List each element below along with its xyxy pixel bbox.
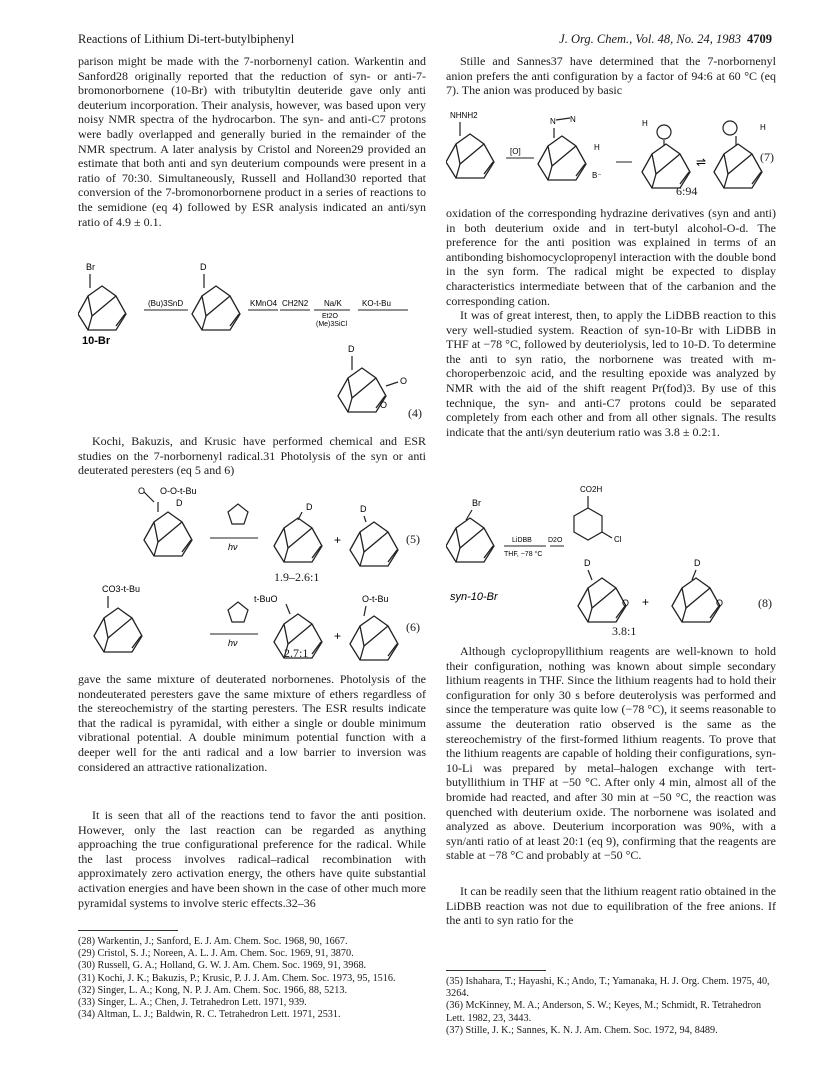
eq4-number: (4) — [408, 406, 422, 420]
svg-text:H: H — [594, 143, 600, 152]
equation-8 — [446, 470, 776, 640]
reagent-et2o: Et2O — [322, 313, 338, 320]
eq5-group: O-O-t-Bu — [160, 486, 197, 496]
footnote-34: (34) Altman, L. J.; Baldwin, R. C. Tetrahedron Lett. 1971, 2531. — [78, 1009, 341, 1021]
svg-text:N: N — [550, 117, 556, 126]
svg-text:+: + — [334, 629, 342, 643]
left-paragraph-3: gave the same mixture of deuterated norbornenes. Photolysis of the nondeuterated peresters gave the same mixture of ethers regardless of the stereochemistry of the starting peresters. The ESR results indicate that the radical is pyramidal, with either a single or double minimum vibrational potential. A double minimum potential function with a deeper well for the anti radical and a low barrier to inversion was considered an attractive rationalization. — [78, 672, 426, 774]
semidione-structure — [308, 342, 418, 432]
footnote-36: (36) McKinney, M. A.; Anderson, S. W.; Keyes, M.; Schmidt, R. Tetrahedron Lett. 1982, 23, 3443. — [446, 1000, 762, 1024]
svg-text:D: D — [360, 504, 367, 514]
svg-text:N: N — [570, 115, 576, 124]
footnote-rule-right — [446, 970, 546, 971]
svg-text:D: D — [200, 262, 207, 272]
eq6-group: CO3-t-Bu — [102, 584, 141, 594]
eq7-base: B⁻ — [592, 171, 602, 180]
eq6-ratio: 2.7:1 — [284, 646, 309, 660]
svg-text:H: H — [642, 119, 648, 128]
svg-text:D: D — [306, 502, 313, 512]
equation-8-scheme — [446, 470, 776, 640]
svg-text:H: H — [760, 123, 766, 132]
reagent-nak: Na/K — [324, 299, 342, 308]
equation-4 — [78, 262, 428, 420]
eq8-ratio: 3.8:1 — [612, 624, 637, 638]
svg-text:O: O — [138, 486, 146, 496]
page-number: 4709 — [747, 32, 772, 46]
eq5-number: (5) — [406, 532, 420, 546]
running-header-title: Reactions of Lithium Di-tert-butylbiphenyl — [78, 32, 295, 46]
eq5-ratio: 1.9–2.6:1 — [274, 570, 320, 584]
svg-text:⇌: ⇌ — [696, 155, 707, 169]
svg-text:D: D — [584, 558, 591, 568]
svg-text:O: O — [622, 598, 630, 608]
eq6-product-2: O-t-Bu — [362, 594, 389, 604]
footnote-29: (29) Cristol, S. J.; Noreen, A. L. J. Am. Chem. Soc. 1969, 91, 3870. — [78, 948, 354, 960]
running-header-journal — [470, 32, 772, 47]
footnotes-right — [446, 976, 776, 1037]
right-paragraph-1: Stille and Sannes37 have determined that the 7-norbornenyl anion prefers the anti configuration by a factor of 94:6 at 60 °C (eq 7). The anion was produced by basic — [446, 54, 776, 98]
left-paragraph-4: It is seen that all of the reactions tend to favor the anti position. However, only the last reaction can be regarded as anything approaching the true configurational preference for the radical. While the last process involves radical–radical recombination with approximately zero activation energy, the others have quite substantial activation energies and have been shown in the case of other much more pyramidal systems to involve steric effects.32–36 — [78, 808, 426, 910]
reagent-kmno4: KMnO4 — [250, 299, 278, 308]
svg-text:O: O — [716, 598, 724, 608]
reagent-ch2n2: CH2N2 — [282, 299, 309, 308]
footnote-33: (33) Singer, L. A.; Chen, J. Tetrahedron Lett. 1971, 939. — [78, 997, 307, 1009]
footnote-32: (32) Singer, L. A.; Kong, N. P. J. Am. Chem. Soc. 1966, 88, 5213. — [78, 984, 347, 996]
right-paragraph-3: It was of great interest, then, to apply the LiDBB reaction to this very well-studied system. Reaction of syn-10-Br with LiDBB in THF at −78 °C, followed by deuteriolysis, led to 10-D. To determine the anti to syn ratio, the norbornene was treated with m-choroperbenzoic acid, and the resulting epoxide was analyzed by NMR with the aid of the shift reagent Pr(fod)3. By use of this technique, the syn- and anti-C7 protons could be separated completely from each other and from all other signals. The results indicate that the anti/syn deuterium ratio was 3.8 ± 0.2:1. — [446, 308, 776, 439]
eq8-acid-group: CO2H — [580, 485, 603, 494]
right-paragraph-4: Although cyclopropyllithium reagents are well-known to hold their configuration, nothing was known about simple secondary lithium reagents in THF. Since the lithium reagents had to hold their configuration for only 30 s before deuterolysis was performed and since the temperature was quite low (−78 °C), it seems reasonable to assume the deuteration ratio observed is the same as the stereochemistry of the first-formed lithium reagents. To prove that the lithium reagents are capable of holding their configurations, syn-10-Li was prepared by metal–halogen exchange with tert-butyllithium in THF at −50 °C. After only 4 min, almost all of the bromide had reacted, and after 30 min at −50 °C, the reaction was quenched with deuterium oxide. The norbornene was isolated and analyzed as above. Deuterium incorporation was 90%, with a syn/anti ratio of at least 20:1 (eq 9), confirming that the reagents are stable at −78 °C and probably at −50 °C. — [446, 644, 776, 863]
eq6-reagent: hν — [228, 638, 238, 648]
svg-text:Br: Br — [472, 498, 481, 508]
footnote-30: (30) Russell, G. A.; Holland, G. W. J. Am. Chem. Soc. 1969, 91, 3968. — [78, 960, 367, 972]
footnote-rule-left — [78, 930, 178, 931]
svg-text:O: O — [380, 400, 388, 410]
equation-5-scheme — [78, 482, 428, 582]
equation-7 — [446, 100, 776, 200]
left-paragraph-2: Kochi, Bakuzis, and Krusic have performed chemical and ESR studies on the 7-norbornenyl radical.31 Photolysis of the syn or anti deuterated peresters (eq 5 and 6) — [78, 434, 426, 478]
footnote-28: (28) Warkentin, J.; Sanford, E. J. Am. Chem. Soc. 1968, 90, 1667. — [78, 936, 348, 947]
eq8-reagent-lidbb: LiDBB — [512, 537, 532, 544]
eq8-cl: Cl — [614, 535, 622, 544]
equation-6 — [78, 580, 428, 670]
svg-text:D: D — [694, 558, 701, 568]
svg-text:Br: Br — [86, 262, 95, 272]
left-paragraph-1: parison might be made with the 7-norbornenyl cation. Warkentin and Sanford28 originally reported that the reduction of syn- or anti-7-bromonorbornene (10-Br) with tributyltin deuteride gave only anti deuterium incorporation. Their analysis, however, was based upon very noisy NMR spectra of the hydrocarbon. The syn- and anti-C7 protons were badly overlapped and generally buried in the remainder of the NMR spectrum. A later analysis by Cristol and Noreen29 provided an estimate that both anti and syn deuterium compounds were present in a ratio of 70:30. Simultaneously, Russell and Holland30 reported that conversion of the 7-bromonorbornene product in a series of reactions to the semidione (eq 4) followed by ESR analysis indicated an anti/syn ratio of 4.9 ± 0.1. — [78, 54, 426, 229]
eq8-number: (8) — [758, 596, 772, 610]
eq5-reagent: hν — [228, 542, 238, 552]
footnote-37: (37) Stille, J. K.; Sannes, K. N. J. Am. Chem. Soc. 1972, 94, 8489. — [446, 1024, 718, 1036]
eq7-number: (7) — [760, 150, 774, 164]
eq8-reagent-thf: THF, −78 °C — [504, 551, 543, 558]
right-paragraph-2: oxidation of the corresponding hydrazine derivatives (syn and anti) in both deuterium oxide and in tert-butyl alcohol-O-d. The preference for the anti position was explained in terms of an antibonding bishomocyclopropenyl interaction with the double bond in the syn form. The radical might be expected to display characteristics intermediate between that of the carbanion and the corresponding cation. — [446, 206, 776, 308]
reagent-bu3snd: (Bu)3SnD — [148, 299, 184, 308]
eq7-reagent: [O] — [510, 147, 521, 156]
eq6-product-1: t-BuO — [254, 594, 278, 604]
footnote-31: (31) Kochi, J. K.; Bakuzis, P.; Krusic, P. J. J. Am. Chem. Soc. 1973, 95, 1516. — [78, 972, 396, 984]
footnote-35: (35) Ishahara, T.; Hayashi, K.; Ando, T.; Yamanaka, H. J. Org. Chem. 1975, 40, 3264. — [446, 976, 770, 1000]
label-10br: 10-Br — [82, 335, 111, 347]
svg-text:+: + — [334, 533, 342, 547]
eq8-reagent-d2o: D2O — [548, 537, 563, 544]
reagent-kotbu: KO-t-Bu — [362, 299, 391, 308]
svg-text:D: D — [176, 498, 183, 508]
equation-7-scheme — [446, 100, 776, 200]
right-paragraph-5: It can be readily seen that the lithium reagent ratio obtained in the LiDBB reaction was not due to equilibration of the free anions. If the anti to syn ratio for the — [446, 884, 776, 928]
svg-text:D: D — [348, 344, 355, 354]
svg-text:+: + — [642, 595, 650, 609]
eq6-number: (6) — [406, 620, 420, 634]
reagent-me3sicl: (Me)3SiCl — [316, 321, 348, 328]
footnotes-left — [78, 936, 426, 1021]
eq7-ratio: 6:94 — [676, 184, 698, 198]
eq7-group: NHNH2 — [450, 111, 478, 120]
equation-6-scheme — [78, 580, 428, 670]
label-syn-10br: syn-10-Br — [450, 591, 498, 603]
journal-citation: J. Org. Chem., Vol. 48, No. 24, 1983 — [559, 32, 741, 46]
svg-text:O: O — [400, 376, 408, 386]
equation-5 — [78, 482, 428, 582]
